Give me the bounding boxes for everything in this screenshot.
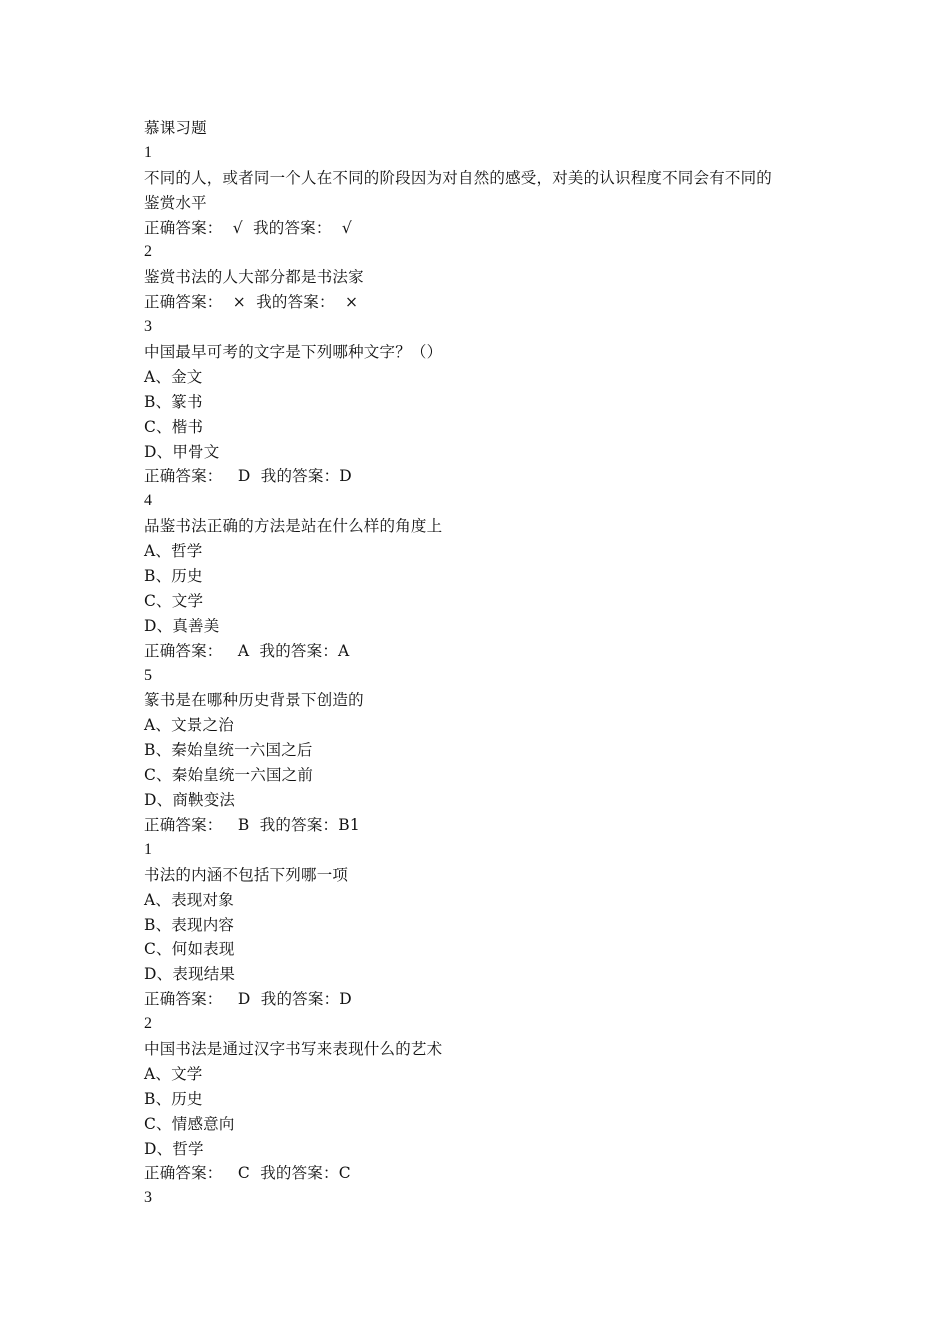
- question-number: 1: [144, 143, 153, 161]
- option-c: C、文学: [144, 591, 204, 610]
- question-number: 2: [144, 243, 153, 261]
- answer-line: 正确答案： D 我的答案：D: [144, 990, 352, 1009]
- question-text: 中国最早可考的文字是下列哪种文字？（）: [144, 343, 443, 362]
- option-b: B、历史: [144, 567, 203, 586]
- option-c: C、秦始皇统一六国之前: [144, 766, 314, 785]
- question-text: 鉴赏书法的人大部分都是书法家: [144, 268, 364, 287]
- option-d: D、商鞅变法: [144, 791, 236, 810]
- question-text: 不同的人，或者同一个人在不同的阶段因为对自然的感受，对美的认识程度不同会有不同的: [144, 168, 773, 187]
- question-number: 2: [144, 1015, 153, 1033]
- option-a: A、哲学: [144, 542, 203, 561]
- question-number: 3: [144, 318, 153, 336]
- answer-line: 正确答案： × 我的答案： ×: [144, 293, 359, 312]
- option-b: B、表现内容: [144, 915, 235, 934]
- option-a: A、文学: [144, 1064, 203, 1083]
- document-title: 慕课习题: [144, 119, 207, 137]
- option-b: B、秦始皇统一六国之后: [144, 741, 313, 760]
- question-text: 鉴赏水平: [144, 193, 207, 212]
- question-number: 5: [144, 666, 153, 684]
- document-page: [144, 116, 844, 1211]
- option-a: A、表现对象: [144, 890, 234, 909]
- answer-line: 正确答案： B 我的答案：B1: [144, 815, 360, 834]
- option-c: C、何如表现: [144, 940, 235, 959]
- option-c: C、情感意向: [144, 1114, 235, 1133]
- option-d: D、真善美: [144, 616, 220, 635]
- question-text: 中国书法是通过汉字书写来表现什么的艺术: [144, 1039, 443, 1058]
- answer-line: 正确答案： A 我的答案：A: [144, 641, 350, 660]
- option-d: D、甲骨文: [144, 442, 220, 461]
- question-text: 书法的内涵不包括下列哪一项: [144, 865, 349, 884]
- option-b: B、历史: [144, 1089, 203, 1108]
- option-c: C、楷书: [144, 417, 204, 436]
- question-text: 篆书是在哪种历史背景下创造的: [144, 691, 364, 710]
- answer-line: 正确答案： D 我的答案：D: [144, 467, 352, 486]
- question-text: 品鉴书法正确的方法是站在什么样的角度上: [144, 517, 443, 536]
- answer-line: 正确答案： √ 我的答案： √: [144, 218, 352, 237]
- question-number: 4: [144, 492, 153, 510]
- question-number: 3: [144, 1189, 153, 1207]
- option-d: D、表现结果: [144, 965, 236, 984]
- answer-line: 正确答案： C 我的答案：C: [144, 1164, 351, 1183]
- question-number: 1: [144, 840, 153, 858]
- option-d: D、哲学: [144, 1139, 204, 1158]
- option-a: A、金文: [144, 367, 203, 386]
- option-a: A、文景之治: [144, 716, 234, 735]
- option-b: B、篆书: [144, 392, 203, 411]
